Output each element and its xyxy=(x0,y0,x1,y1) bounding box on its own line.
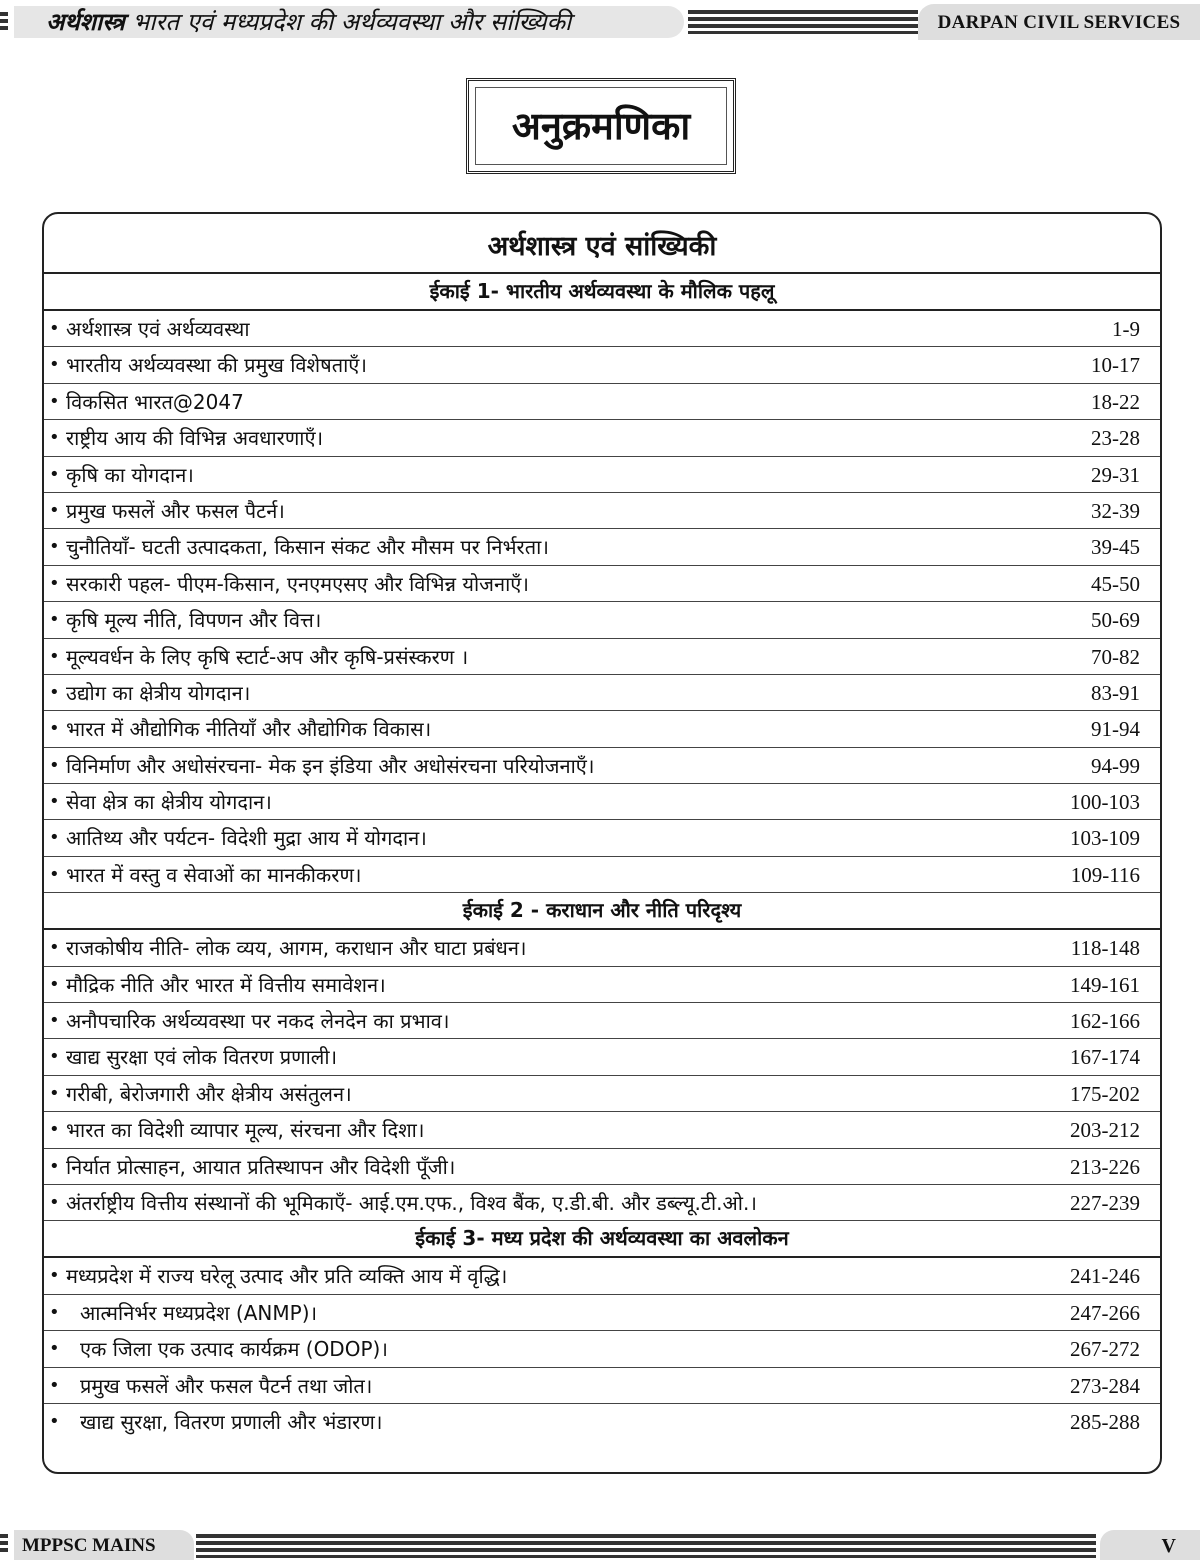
bullet-icon: • xyxy=(49,427,60,449)
bullet-icon: • xyxy=(49,718,60,740)
toc-row xyxy=(44,420,1160,456)
toc-item-pages: 241-246 xyxy=(1070,1264,1140,1289)
toc-item-text: सरकारी पहल- पीएम-किसान, एनएमएसए और विभिन्न योजनाएँ। xyxy=(66,571,529,596)
toc-row xyxy=(44,1185,1160,1221)
toc-item-pages: 118-148 xyxy=(1070,936,1140,961)
toc-item-pages: 103-109 xyxy=(1070,826,1140,851)
header-decoration-lines xyxy=(688,10,918,34)
toc-row xyxy=(44,930,1160,966)
toc-row xyxy=(44,602,1160,638)
bullet-icon: • xyxy=(49,791,60,813)
toc-row xyxy=(44,457,1160,493)
toc-item-pages: 149-161 xyxy=(1070,972,1140,997)
toc-row xyxy=(44,1039,1160,1075)
bullet-icon: • xyxy=(49,1338,60,1360)
toc-item-text: चुनौतियाँ- घटती उत्पादकता, किसान संकट और मौसम पर निर्भरता। xyxy=(66,535,549,560)
toc-item-text: विकसित भारत@2047 xyxy=(66,389,244,414)
page-title-frame xyxy=(466,78,736,174)
toc-row xyxy=(44,529,1160,565)
bullet-icon: • xyxy=(49,827,60,849)
unit-heading: ईकाई 3- मध्य प्रदेश की अर्थव्यवस्था का अवलोकन xyxy=(44,1221,1160,1258)
toc-item-text: गरीबी, बेरोजगारी और क्षेत्रीय असंतुलन। xyxy=(66,1081,352,1106)
toc-item-pages: 247-266 xyxy=(1070,1300,1140,1325)
toc-row xyxy=(44,1076,1160,1112)
toc-item-text: कृषि का योगदान। xyxy=(66,462,194,487)
toc-row xyxy=(44,675,1160,711)
bullet-icon: • xyxy=(49,499,60,521)
toc-item-pages: 50-69 xyxy=(1091,608,1140,633)
toc-item-pages: 1-9 xyxy=(1112,317,1140,341)
toc-row xyxy=(44,311,1160,347)
bullet-icon: • xyxy=(49,354,60,376)
bullet-icon: • xyxy=(49,609,60,631)
toc-item-text: मध्यप्रदेश में राज्य घरेलू उत्पाद और प्रति व्यक्ति आय में वृद्धि। xyxy=(66,1264,508,1289)
toc-item-pages: 175-202 xyxy=(1070,1081,1140,1106)
bullet-icon: • xyxy=(49,1410,60,1432)
page-title: अनुक्रमणिका xyxy=(511,104,691,148)
toc-item-pages: 32-39 xyxy=(1091,498,1140,523)
bullet-icon: • xyxy=(49,973,60,995)
toc-item-text: विनिर्माण और अधोसंरचना- मेक इन इंडिया और अधोसंरचना परियोजनाएँ। xyxy=(66,753,595,778)
toc-item-text: भारतीय अर्थव्यवस्था की प्रमुख विशेषताएँ। xyxy=(66,353,367,378)
toc-item-text: कृषि मूल्य नीति, विपणन और वित्त। xyxy=(66,608,322,633)
bullet-icon: • xyxy=(49,1119,60,1141)
toc-item-pages: 203-212 xyxy=(1070,1118,1140,1143)
toc-row xyxy=(44,857,1160,893)
toc-row xyxy=(44,347,1160,383)
header-title-bold: अर्थशास्त्र xyxy=(46,8,125,36)
toc-row xyxy=(44,566,1160,602)
toc-row xyxy=(44,711,1160,747)
bullet-icon: • xyxy=(49,536,60,558)
toc-item-pages: 109-116 xyxy=(1070,862,1140,887)
toc-row xyxy=(44,1404,1160,1439)
header-title-rest: भारत एवं मध्यप्रदेश की अर्थव्यवस्था और सांख्यिकी xyxy=(124,8,572,36)
toc-item-text: अनौपचारिक अर्थव्यवस्था पर नकद लेनदेन का प्रभाव। xyxy=(66,1009,450,1034)
page-footer xyxy=(0,1524,1200,1560)
bullet-icon: • xyxy=(49,1265,60,1287)
toc-item-pages: 167-174 xyxy=(1070,1045,1140,1070)
toc-item-pages: 162-166 xyxy=(1070,1009,1140,1034)
toc-item-text: प्रमुख फसलें और फसल पैटर्न तथा जोत। xyxy=(80,1373,373,1398)
toc-item-pages: 18-22 xyxy=(1091,389,1140,414)
toc-item-pages: 23-28 xyxy=(1091,426,1140,451)
toc-item-text: खाद्य सुरक्षा एवं लोक वितरण प्रणाली। xyxy=(66,1045,338,1070)
toc-item-text: भारत में औद्योगिक नीतियाँ और औद्योगिक विकास। xyxy=(66,717,432,742)
toc-item-text: राजकोषीय नीति- लोक व्यय, आगम, कराधान और घाटा प्रबंधन। xyxy=(66,936,527,961)
toc-item-pages: 100-103 xyxy=(1070,790,1140,815)
toc-row xyxy=(44,784,1160,820)
page-header xyxy=(0,0,1200,42)
contents-box xyxy=(42,212,1162,1474)
toc-row xyxy=(44,1368,1160,1404)
toc-row xyxy=(44,1003,1160,1039)
toc-item-text: उद्योग का क्षेत्रीय योगदान। xyxy=(66,680,251,705)
toc-item-pages: 94-99 xyxy=(1091,753,1140,778)
toc-item-text: आत्मनिर्भर मध्यप्रदेश (ANMP)। xyxy=(80,1300,318,1325)
toc-item-text: प्रमुख फसलें और फसल पैटर्न। xyxy=(66,498,285,523)
bullet-icon: • xyxy=(49,463,60,485)
page-number: V xyxy=(1100,1530,1200,1560)
footer-decoration-lines xyxy=(196,1534,1096,1558)
bullet-icon: • xyxy=(49,1046,60,1068)
toc-item-pages: 10-17 xyxy=(1091,353,1140,378)
toc-item-pages: 91-94 xyxy=(1091,717,1140,742)
header-decoration-left xyxy=(0,12,8,32)
toc-row xyxy=(44,384,1160,420)
footer-decoration-left xyxy=(0,1534,8,1554)
toc-row xyxy=(44,639,1160,675)
bullet-icon: • xyxy=(49,754,60,776)
bullet-icon: • xyxy=(49,1155,60,1177)
toc-row xyxy=(44,1258,1160,1294)
unit-heading: ईकाई 1- भारतीय अर्थव्यवस्था के मौलिक पहलू xyxy=(44,274,1160,311)
toc-item-pages: 273-284 xyxy=(1070,1373,1140,1398)
bullet-icon: • xyxy=(49,1010,60,1032)
toc-row xyxy=(44,820,1160,856)
toc-item-pages: 83-91 xyxy=(1091,680,1140,705)
toc-item-text: एक जिला एक उत्पाद कार्यक्रम (ODOP)। xyxy=(80,1337,388,1362)
toc-item-text: निर्यात प्रोत्साहन, आयात प्रतिस्थापन और विदेशी पूँजी। xyxy=(66,1154,456,1179)
bullet-icon: • xyxy=(49,863,60,885)
toc-item-text: मूल्यवर्धन के लिए कृषि स्टार्ट-अप और कृषि-प्रसंस्करण । xyxy=(66,644,469,669)
toc-row xyxy=(44,493,1160,529)
contents-box-title: अर्थशास्त्र एवं सांख्यिकी xyxy=(44,214,1160,274)
toc-item-pages: 45-50 xyxy=(1091,571,1140,596)
bullet-icon: • xyxy=(49,318,60,339)
toc-item-text: मौद्रिक नीति और भारत में वित्तीय समावेशन। xyxy=(66,972,386,997)
toc-item-pages: 70-82 xyxy=(1091,644,1140,669)
toc-item-text: अर्थशास्त्र एवं अर्थव्यवस्था xyxy=(66,317,250,341)
toc-item-pages: 267-272 xyxy=(1070,1337,1140,1362)
toc-row xyxy=(44,1331,1160,1367)
toc-item-text: अंतर्राष्ट्रीय वित्तीय संस्थानों की भूमिकाएँ- आई.एम.एफ., विश्व बैंक, ए.डी.बी. और डब्ल्यू.टी.ओ.। xyxy=(66,1190,757,1215)
toc-item-text: आतिथ्य और पर्यटन- विदेशी मुद्रा आय में योगदान। xyxy=(66,826,427,851)
bullet-icon: • xyxy=(49,390,60,412)
toc-row xyxy=(44,1149,1160,1185)
bullet-icon: • xyxy=(49,1191,60,1213)
footer-label: MPPSC MAINS xyxy=(14,1530,194,1560)
toc-row xyxy=(44,748,1160,784)
toc-row xyxy=(44,967,1160,1003)
bullet-icon: • xyxy=(49,681,60,703)
toc-item-pages: 29-31 xyxy=(1091,462,1140,487)
toc-item-text: सेवा क्षेत्र का क्षेत्रीय योगदान। xyxy=(66,790,272,815)
toc-item-text: भारत में वस्तु व सेवाओं का मानकीकरण। xyxy=(66,862,362,887)
bullet-icon: • xyxy=(49,1301,60,1323)
bullet-icon: • xyxy=(49,937,60,959)
toc-item-text: भारत का विदेशी व्यापार मूल्य, संरचना और दिशा। xyxy=(66,1118,425,1143)
header-title xyxy=(14,6,684,38)
toc-item-pages: 227-239 xyxy=(1070,1190,1140,1215)
toc-item-text: खाद्य सुरक्षा, वितरण प्रणाली और भंडारण। xyxy=(80,1409,383,1434)
toc-item-pages: 39-45 xyxy=(1091,535,1140,560)
bullet-icon: • xyxy=(49,1374,60,1396)
toc-row xyxy=(44,1112,1160,1148)
bullet-icon: • xyxy=(49,572,60,594)
toc-item-pages: 285-288 xyxy=(1070,1409,1140,1434)
unit-heading: ईकाई 2 - कराधान और नीति परिदृश्य xyxy=(44,893,1160,930)
toc-item-text: राष्ट्रीय आय की विभिन्न अवधारणाएँ। xyxy=(66,426,324,451)
toc-item-pages: 213-226 xyxy=(1070,1154,1140,1179)
bullet-icon: • xyxy=(49,1082,60,1104)
bullet-icon: • xyxy=(49,645,60,667)
header-brand: DARPAN CIVIL SERVICES xyxy=(918,4,1200,40)
toc-row xyxy=(44,1295,1160,1331)
